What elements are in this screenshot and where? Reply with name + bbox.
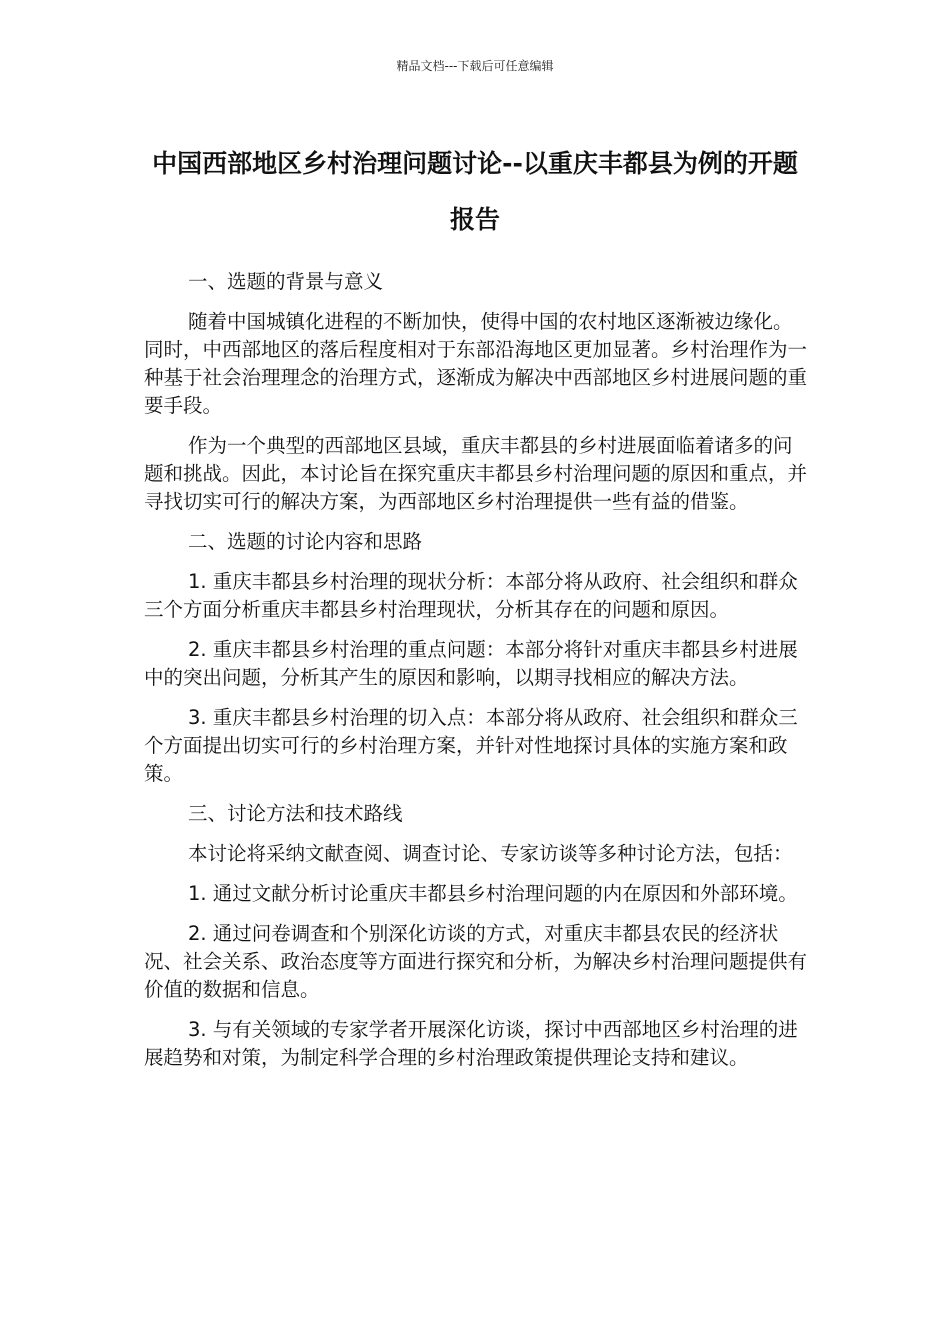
paragraph: 随着中国城镇化进程的不断加快，使得中国的农村地区逐渐被边缘化。同时，中西部地区的落后程度相对于东部沿海地区更加显著。乡村治理作为一种基于社会治理理念的治理方式，逐渐成为解决中西部地区乡村进展问题的重要手段。 bbox=[144, 310, 808, 417]
list-item: 2. 通过问卷调查和个别深化访谈的方式，对重庆丰都县农民的经济状况、社会关系、政治态度等方面进行探究和分析，为解决乡村治理问题提供有价值的数据和信息。 bbox=[144, 922, 808, 1001]
list-item: 1. 通过文献分析讨论重庆丰都县乡村治理问题的内在原因和外部环境。 bbox=[188, 882, 798, 905]
list-item: 3. 与有关领域的专家学者开展深化访谈，探讨中西部地区乡村治理的进展趋势和对策，为制定科学合理的乡村治理政策提供理论支持和建议。 bbox=[144, 1018, 798, 1069]
paragraph: 本讨论将采纳文献查阅、调查讨论、专家访谈等多种讨论方法，包括： bbox=[188, 842, 793, 865]
paragraph: 作为一个典型的西部地区县域，重庆丰都县的乡村进展面临着诸多的问题和挑战。因此，本讨论旨在探究重庆丰都县乡村治理问题的原因和重点，并寻找切实可行的解决方案，为西部地区乡村治理提供一些有益的借鉴。 bbox=[144, 434, 808, 513]
section-heading-1: 一、选题的背景与意义 bbox=[188, 270, 384, 293]
list-item: 2. 重庆丰都县乡村治理的重点问题：本部分将针对重庆丰都县乡村进展中的突出问题，分析其产生的原因和影响，以期寻找相应的解决方法。 bbox=[144, 638, 798, 689]
header-note: 精品文档---下载后可任意编辑 bbox=[396, 59, 554, 73]
document-body bbox=[144, 268, 808, 1084]
section-heading-3: 三、讨论方法和技术路线 bbox=[188, 802, 403, 825]
document-title: 中国西部地区乡村治理问题讨论--以重庆丰都县为例的开题报告 bbox=[152, 149, 798, 234]
list-item: 3. 重庆丰都县乡村治理的切入点：本部分将从政府、社会组织和群众三个方面提出切实可行的乡村治理方案，并针对性地探讨具体的实施方案和政策。 bbox=[144, 706, 798, 785]
section-heading-2: 二、选题的讨论内容和思路 bbox=[188, 530, 423, 553]
list-item: 1. 重庆丰都县乡村治理的现状分析：本部分将从政府、社会组织和群众三个方面分析重庆丰都县乡村治理现状，分析其存在的问题和原因。 bbox=[144, 570, 798, 621]
